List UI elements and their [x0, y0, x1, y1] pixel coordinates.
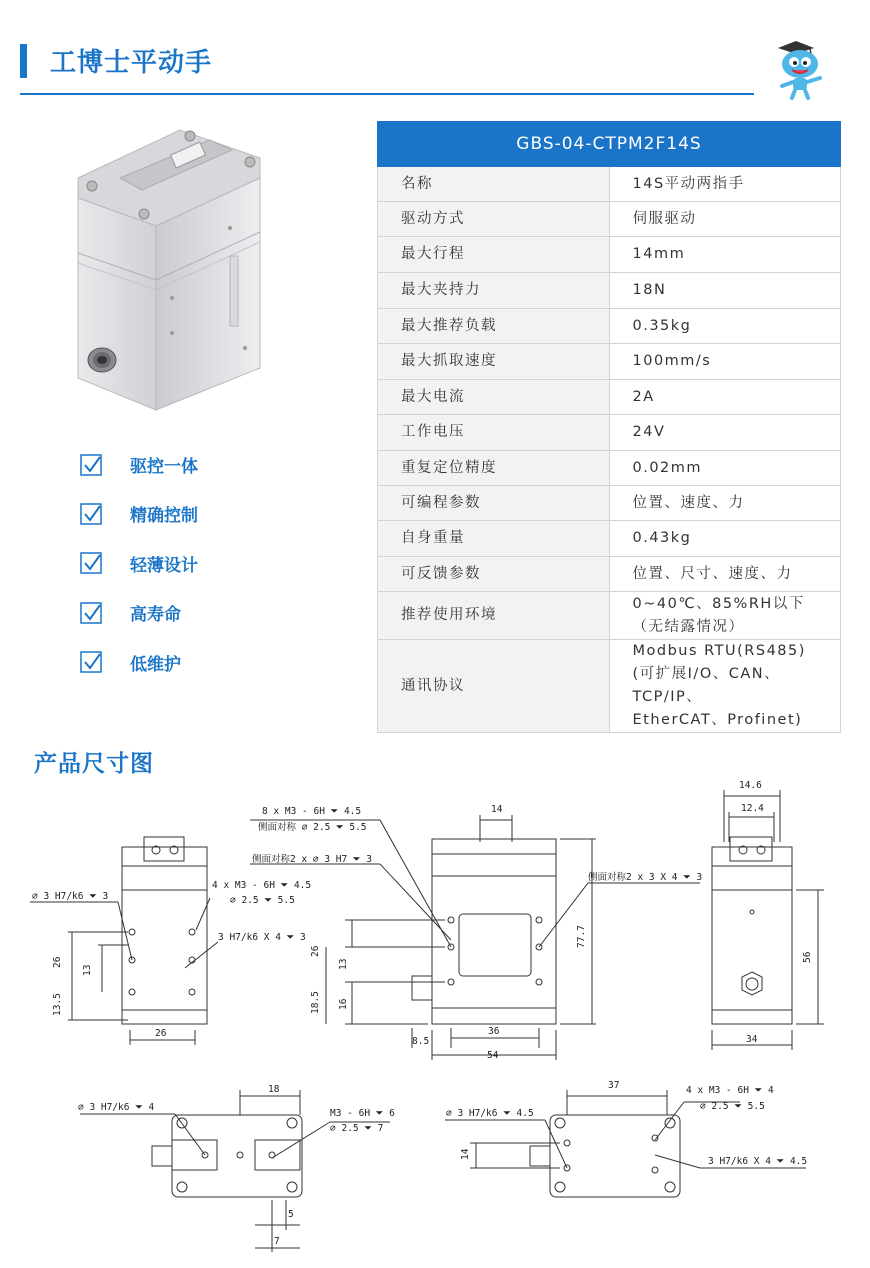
- mascot-graduate-icon: [770, 38, 836, 100]
- spec-key: 自身重量: [378, 521, 610, 557]
- table-row: [378, 592, 841, 640]
- view-left-body: [122, 847, 207, 1024]
- dim-label: 8 x M3 - 6H ⏷ 4.5: [262, 806, 362, 817]
- dim-label: 13: [338, 958, 349, 970]
- dim-label: 26: [52, 956, 63, 968]
- table-row: [378, 415, 841, 451]
- feature-label: 驱控一体: [130, 457, 198, 477]
- dim-label: 16: [338, 998, 349, 1010]
- dim-label: 18: [268, 1084, 280, 1095]
- spec-value: 100mm/s: [609, 344, 841, 380]
- dim-label: 14.6: [739, 780, 762, 791]
- dim-label: 13: [82, 964, 93, 976]
- dim-label: 37: [608, 1080, 620, 1091]
- table-row: [378, 237, 841, 273]
- table-row: [378, 309, 841, 344]
- dimension-drawing: [0, 770, 870, 1260]
- dim-label: 7: [274, 1236, 280, 1247]
- checkbox-checked-icon: [80, 651, 102, 673]
- table-row: [378, 344, 841, 380]
- table-row: [378, 521, 841, 557]
- dim-label: 34: [746, 1034, 758, 1045]
- dim-label: 26: [155, 1028, 167, 1039]
- spec-value: 2A: [609, 380, 841, 415]
- table-row: [378, 557, 841, 592]
- spec-value: 14mm: [609, 237, 841, 273]
- spec-value: 14S平动两指手: [609, 167, 841, 202]
- dim-label: 3 H7/k6 X 4 ⏷ 3: [218, 932, 306, 943]
- view-top-right-body: [550, 1115, 680, 1197]
- spec-key: 最大行程: [378, 237, 610, 273]
- spec-key: 最大夹持力: [378, 273, 610, 309]
- list-item: [80, 452, 198, 477]
- feature-label: 低维护: [130, 654, 181, 675]
- dim-label: M3 - 6H ⏷ 6: [330, 1108, 395, 1119]
- dim-label: ∅ 3 H7/k6 ⏷ 4: [78, 1102, 155, 1113]
- dim-label: 3 H7/k6 X 4 ⏷ 4.5: [708, 1156, 808, 1167]
- dim-label: 侧面对称2 x ∅ 3 H7 ⏷ 3: [252, 854, 372, 865]
- spec-table: [377, 121, 841, 733]
- page-title: 工博士平动手: [50, 48, 213, 78]
- view-right-body: [712, 847, 792, 1024]
- dim-label: 5: [288, 1209, 294, 1220]
- spec-value: 0.43kg: [609, 521, 841, 557]
- list-item: [80, 501, 198, 526]
- dim-label: 18.5: [310, 991, 321, 1014]
- dim-label: 56: [802, 951, 813, 963]
- spec-key: 通讯协议: [378, 640, 610, 733]
- dim-label: 侧面对称2 x 3 X 4 ⏷ 3: [588, 872, 703, 883]
- dim-label: 26: [310, 945, 321, 957]
- dim-label: 54: [487, 1050, 499, 1061]
- table-row: [378, 202, 841, 237]
- view-front-body: [432, 839, 556, 1024]
- product-image: [60, 118, 300, 418]
- spec-key: 推荐使用环境: [378, 592, 610, 640]
- dim-label: 12.4: [741, 803, 764, 814]
- table-row: [378, 451, 841, 486]
- spec-key: 可反馈参数: [378, 557, 610, 592]
- feature-label: 精确控制: [130, 506, 198, 527]
- feature-label: 高寿命: [130, 605, 181, 626]
- list-item: [80, 600, 198, 625]
- spec-key: 重复定位精度: [378, 451, 610, 486]
- section-title: 产品尺寸图: [34, 751, 154, 777]
- spec-value: 0~40℃、85%RH以下 （无结露情况）: [609, 592, 841, 640]
- spec-value: 0.02mm: [609, 451, 841, 486]
- spec-key: 名称: [378, 167, 610, 202]
- header-divider: [20, 93, 754, 95]
- spec-key: 最大推荐负载: [378, 309, 610, 344]
- dim-label: 侧面对称 ∅ 2.5 ⏷ 5.5: [258, 822, 367, 833]
- dim-label: 77.7: [576, 925, 587, 948]
- spec-key: 工作电压: [378, 415, 610, 451]
- spec-value: 18N: [609, 273, 841, 309]
- table-row: [378, 380, 841, 415]
- table-row: [378, 273, 841, 309]
- dim-label: ∅ 2.5 ⏷ 5.5: [700, 1101, 765, 1112]
- dim-label: ∅ 2.5 ⏷ 5.5: [230, 895, 295, 906]
- table-row: [378, 167, 841, 202]
- checkbox-checked-icon: [80, 454, 102, 476]
- dim-label: 14: [460, 1148, 471, 1160]
- dim-label: 4 x M3 - 6H ⏷ 4: [686, 1085, 774, 1096]
- dim-label: 8.5: [412, 1036, 430, 1047]
- checkbox-checked-icon: [80, 503, 102, 525]
- spec-value: 位置、尺寸、速度、力: [609, 557, 841, 592]
- table-row: [378, 640, 841, 733]
- model-header: GBS-04-CTPM2F14S: [378, 122, 841, 167]
- checkbox-checked-icon: [80, 602, 102, 624]
- feature-list: [80, 452, 198, 699]
- list-item: [80, 650, 198, 675]
- spec-key: 驱动方式: [378, 202, 610, 237]
- dim-label: 14: [491, 804, 503, 815]
- spec-value: 伺服驱动: [609, 202, 841, 237]
- spec-key: 可编程参数: [378, 486, 610, 521]
- dim-label: 13.5: [52, 993, 63, 1016]
- dim-label: ∅ 3 H7/k6 ⏷ 3: [32, 891, 109, 902]
- table-row: [378, 486, 841, 521]
- checkbox-checked-icon: [80, 552, 102, 574]
- list-item: [80, 551, 198, 576]
- dim-label: 36: [488, 1026, 500, 1037]
- spec-key: 最大电流: [378, 380, 610, 415]
- dim-label: ∅ 2.5 ⏷ 7: [330, 1123, 384, 1134]
- spec-value: 0.35kg: [609, 309, 841, 344]
- header-accent-bar: [20, 44, 27, 78]
- feature-label: 轻薄设计: [130, 555, 198, 576]
- dim-label: ∅ 3 H7/k6 ⏷ 4.5: [446, 1108, 534, 1119]
- spec-value: Modbus RTU(RS485) (可扩展I/O、CAN、TCP/IP、 EtherCAT、Profinet): [609, 640, 841, 733]
- dim-label: 4 x M3 - 6H ⏷ 4.5: [212, 880, 312, 891]
- spec-key: 最大抓取速度: [378, 344, 610, 380]
- spec-value: 位置、速度、力: [609, 486, 841, 521]
- spec-value: 24V: [609, 415, 841, 451]
